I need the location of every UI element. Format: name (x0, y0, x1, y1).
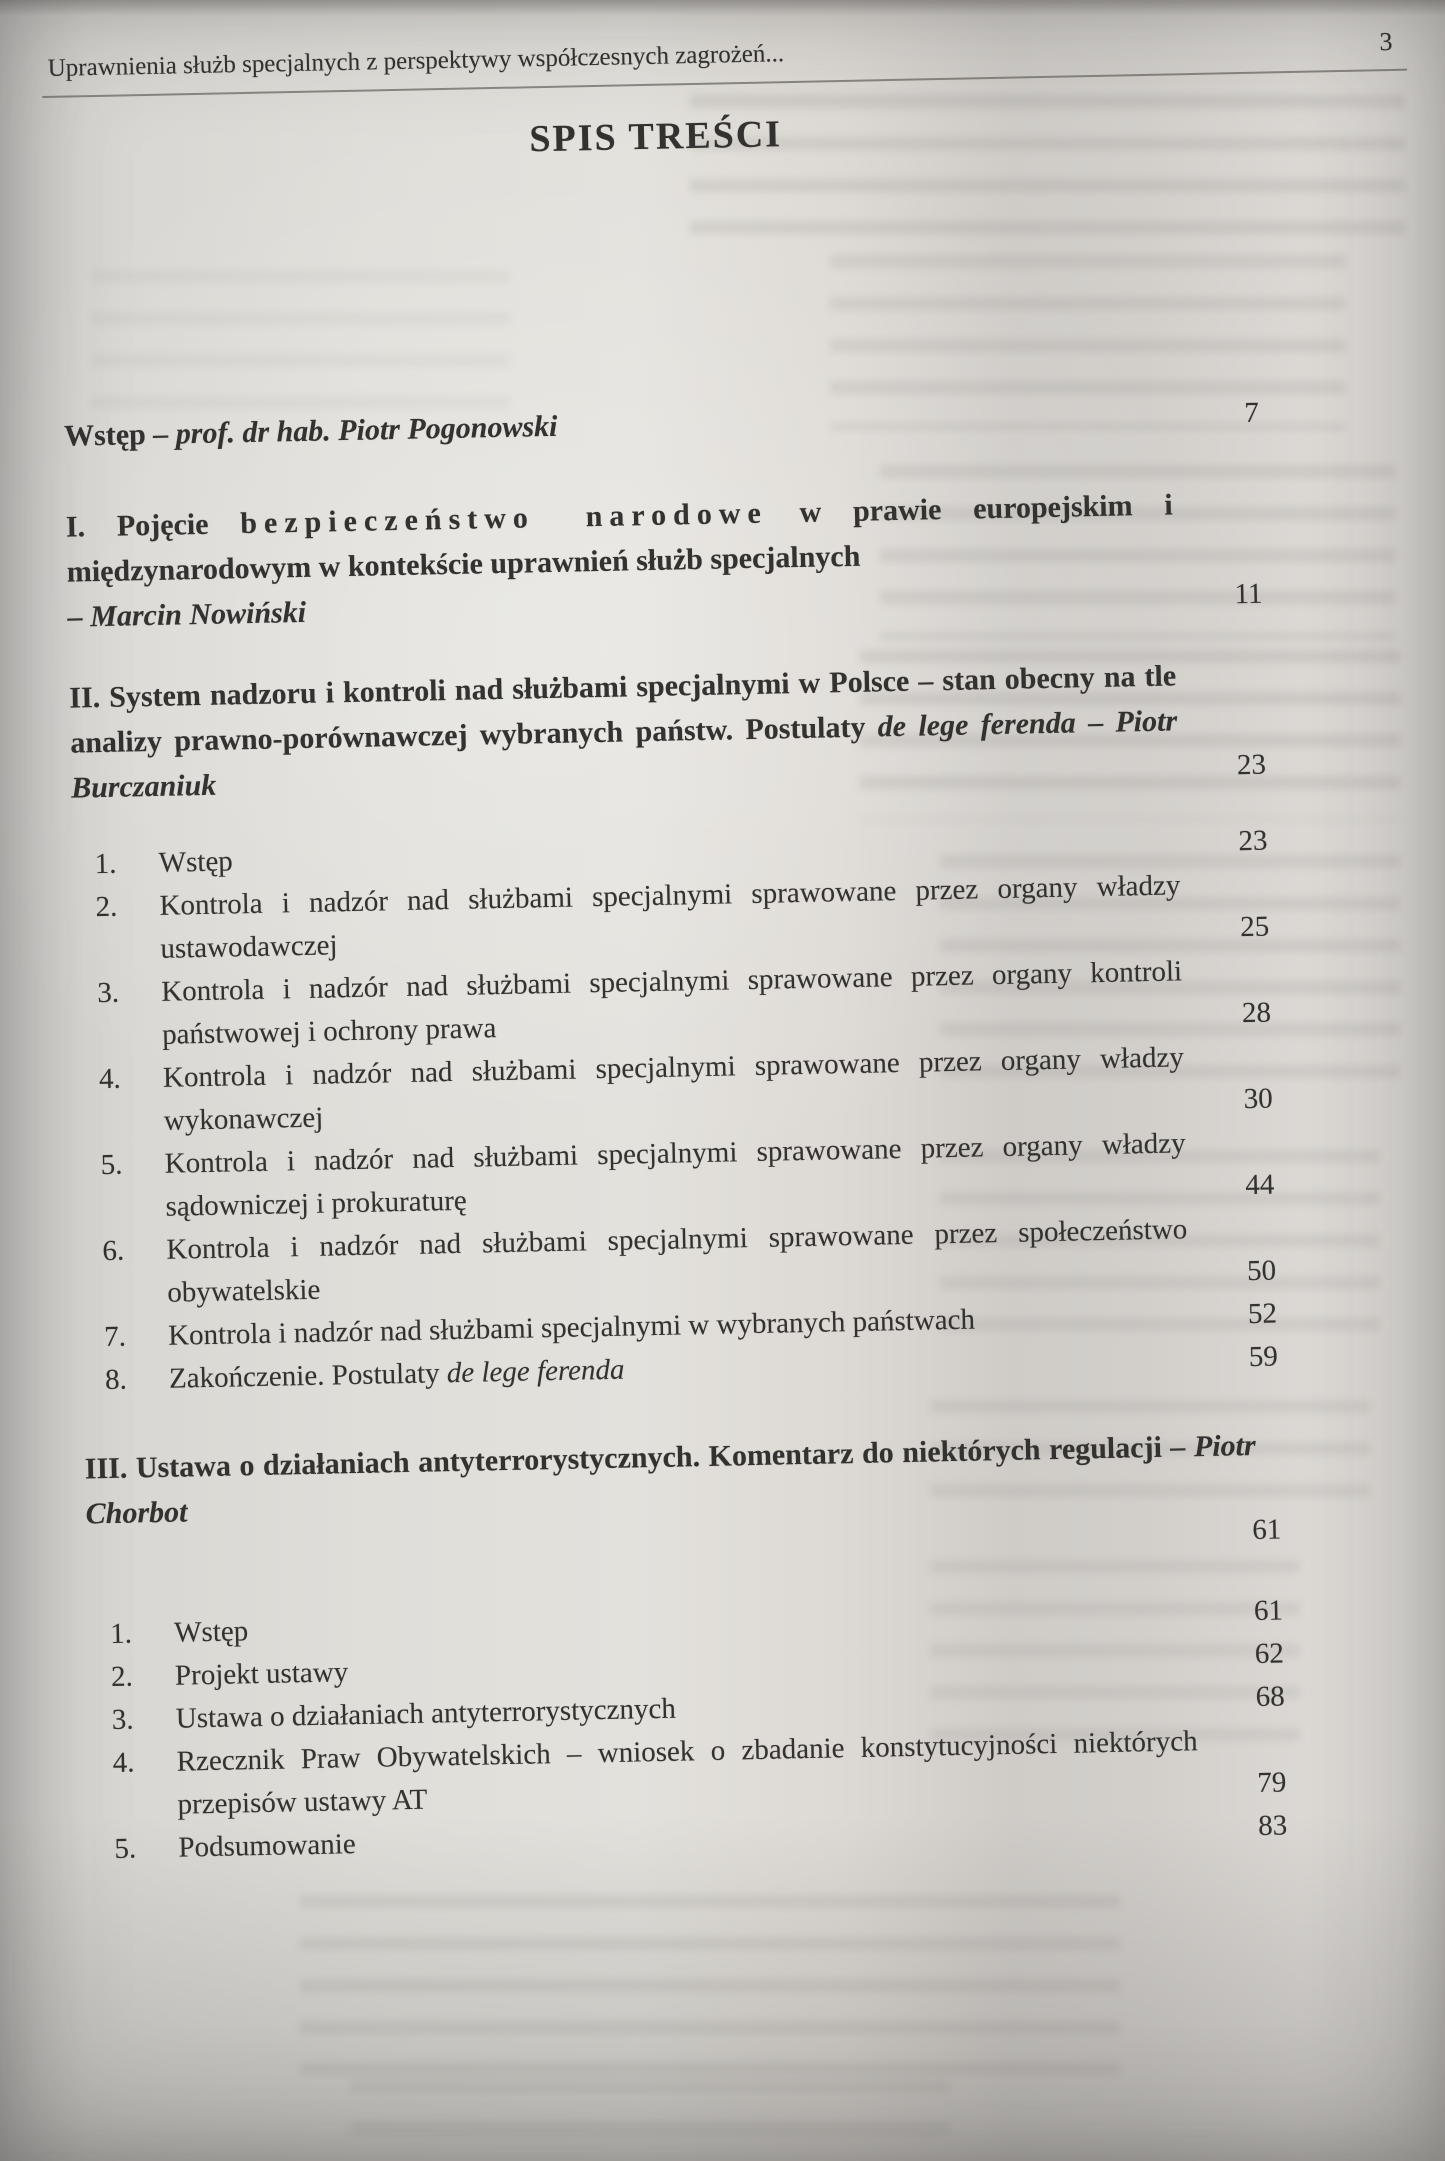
item-text-latin: de lege ferenda (446, 1353, 625, 1390)
preface-separator: – (145, 417, 177, 452)
item-number: 1. (109, 1617, 133, 1650)
item-number: 3. (96, 976, 120, 1010)
item-text: Rzecznik Praw Obywatelskich – wniosek o zbadanie konstytucyjności niektórych przepisów ustawy AT (176, 1725, 1198, 1821)
item-number: 6. (102, 1234, 125, 1268)
item-text: Kontrola i nadzór nad służbami specjalnymi sprawowane przez organy kontroli państwowej i ochrony prawa (160, 955, 1183, 1051)
chapter1-author: – Marcin Nowiński (67, 595, 307, 634)
item-page-ref: 62 (1254, 1637, 1285, 1671)
item-text: Kontrola i nadzór nad służbami specjalnymi sprawowane przez organy władzy wykonawczej (162, 1041, 1185, 1137)
preface-author: prof. dr hab. Piotr Pogonowski (175, 409, 558, 451)
chapter2-page-ref: 23 (1236, 748, 1267, 782)
item-page-ref: 44 (1245, 1168, 1275, 1202)
chapter1-text (65, 482, 1198, 640)
running-header (41, 27, 1407, 98)
chapter3-page-ref: 61 (1251, 1513, 1282, 1547)
item-number: 4. (112, 1746, 135, 1779)
toc-title: SPIS TREŚCI (529, 113, 783, 161)
chapter-entry-2 (69, 652, 1266, 811)
chapter3-author: – Piotr Chorbot (85, 1428, 1256, 1531)
item-page-ref: 52 (1247, 1297, 1278, 1331)
chapter2-title-latin: de lege ferenda (877, 706, 1077, 744)
item-number: 2. (95, 890, 118, 924)
item-page-ref: 79 (1257, 1766, 1287, 1800)
item-page-ref: 23 (1238, 824, 1268, 858)
running-header-title: Uprawnienia służb specjalnych z perspektywy współczesnych zagrożeń... (47, 40, 785, 82)
item-text: Wstęp (158, 845, 234, 879)
chapter2-item-list (72, 820, 1278, 1403)
item-text: Kontrola i nadzór nad służbami specjalnymi sprawowane przez organy władzy ustawodawczej (159, 869, 1181, 965)
chapter2-title-text: II. System nadzoru i kontroli nad służbami specjalnymi w Polsce – stan obecny na tle analizy prawno-porównawczej wybranych państw. Postulaty (69, 659, 1177, 760)
item-page-ref: 68 (1255, 1680, 1285, 1714)
item-page-ref: 83 (1257, 1809, 1288, 1842)
chapter3-title-text: III. Ustawa o działaniach antyterrorystycznych. Komentarz do niektórych regulacji (84, 1430, 1171, 1486)
chapter1-title-emphasis: bezpieczeństwo narodowe (239, 496, 769, 541)
item-page-ref: 25 (1239, 910, 1270, 944)
item-text: Kontrola i nadzór nad służbami specjalnymi w wybranych państwach (167, 1303, 976, 1352)
item-number: 4. (98, 1062, 122, 1096)
chapter1-page-ref: 11 (1234, 577, 1263, 611)
item-text: Kontrola i nadzór nad służbami specjalnymi sprawowane przez organy władzy sądowniczej i prokuraturę (164, 1127, 1186, 1223)
chapter-entry-1 (65, 481, 1262, 640)
preface-text (64, 391, 1196, 459)
item-text: Projekt ustawy (174, 1656, 349, 1692)
item-number: 7. (103, 1320, 127, 1354)
item-number: 8. (104, 1363, 128, 1397)
item-page-ref: 28 (1241, 996, 1272, 1030)
item-number: 2. (110, 1660, 134, 1693)
item-number: 5. (114, 1832, 137, 1865)
item-page-ref: 61 (1253, 1594, 1284, 1628)
item-number: 1. (94, 847, 117, 881)
item-number: 5. (100, 1148, 123, 1182)
item-text-plain: Zakończenie. Postulaty (168, 1357, 448, 1395)
table-of-contents (58, 100, 1288, 1872)
chapter2-title-sep: – (1075, 705, 1116, 740)
item-number: 3. (111, 1703, 134, 1736)
item-page-ref: 59 (1248, 1340, 1279, 1374)
item-text: Kontrola i nadzór nad służbami specjalnymi sprawowane przez społeczeństwo obywatelskie (166, 1213, 1188, 1309)
item-text: Wstęp (173, 1615, 249, 1649)
chapter1-title-start: I. Pojęcie (65, 507, 241, 544)
chapter3-item-list (88, 1589, 1288, 1871)
preface-page-ref: 7 (1244, 396, 1260, 429)
preface-entry (64, 390, 1260, 459)
chapter2-title (69, 653, 1202, 811)
preface-label: Wstęp (63, 418, 147, 453)
page-number-top: 3 (1379, 26, 1393, 57)
item-text: Podsumowanie (178, 1828, 356, 1864)
chapter1-title-end: w prawie europejskim i międzynarodowym w kontekście uprawnień służb specjalnych (66, 488, 1174, 589)
item-page-ref: 30 (1243, 1082, 1273, 1116)
item-page-ref: 50 (1246, 1254, 1277, 1288)
chapter2-author: Piotr Burczaniuk (70, 704, 1178, 805)
item-text: Ustawa o działaniach antyterrorystycznych (175, 1692, 677, 1735)
